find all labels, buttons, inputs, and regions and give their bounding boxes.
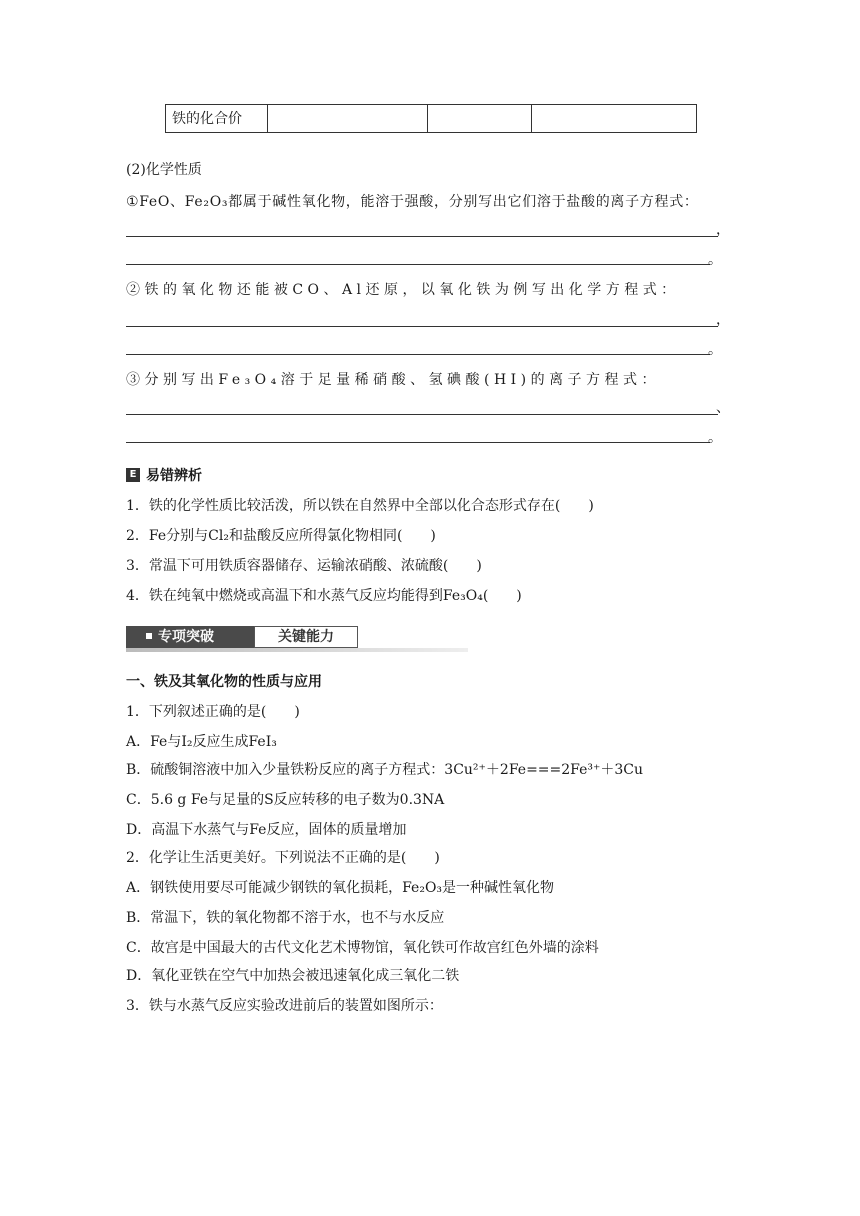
list-item: 4．铁在纯氧中燃烧或高温下和水蒸气反应均能得到Fe₃O₄( ) — [126, 588, 522, 604]
banner-left — [126, 626, 254, 648]
option: D．氧化亚铁在空气中加热会被迅速氧化成三氧化二铁 — [126, 968, 460, 984]
heading-text: 易错辨析 — [146, 468, 202, 484]
option: B．硫酸铜溶液中加入少量铁粉反应的离子方程式：3Cu²⁺＋2Fe===2Fe³⁺＋3Cu — [126, 762, 644, 778]
option: C．故宫是中国最大的古代文化艺术博物馆，氧化铁可作故宫红色外墙的涂料 — [126, 940, 599, 956]
option: A．Fe与I₂反应生成FeI₃ — [126, 734, 277, 750]
row-label: 铁的化合价 — [166, 105, 268, 133]
comma: ， — [716, 312, 730, 328]
answer-line — [126, 354, 710, 355]
banner-right: 关键能力 — [254, 626, 358, 648]
table-cell — [268, 105, 428, 133]
chem-q2: ②铁的氧化物还能被CO、Al还原，以氧化铁为例写出化学方程式： — [126, 282, 680, 298]
list-item: 3．常温下可用铁质容器储存、运输浓硝酸、浓硫酸( ) — [126, 558, 482, 574]
e-badge-icon: E — [126, 468, 140, 482]
answer-line — [126, 326, 718, 327]
dunhao: 、 — [716, 400, 730, 416]
option: D．高温下水蒸气与Fe反应，固体的质量增加 — [126, 822, 407, 838]
period: 。 — [708, 430, 722, 446]
table-row — [166, 105, 697, 133]
banner-left-label: 专项突破 — [158, 629, 214, 645]
valence-table — [165, 104, 697, 133]
option: A．钢铁使用要尽可能减少钢铁的氧化损耗，Fe₂O₃是一种碱性氧化物 — [126, 880, 555, 896]
section-banner — [126, 624, 468, 650]
answer-line — [126, 414, 718, 415]
error-analysis-heading — [126, 465, 202, 485]
section-title: 一、铁及其氧化物的性质与应用 — [126, 674, 322, 690]
question-stem: 2．化学让生活更美好。下列说法不正确的是( ) — [126, 850, 440, 866]
answer-line — [126, 442, 710, 443]
question-stem: 3．铁与水蒸气反应实验改进前后的装置如图所示： — [126, 998, 443, 1014]
chem-q3: ③分别写出Fe₃O₄溶于足量稀硝酸、氢碘酸(HI)的离子方程式： — [126, 372, 660, 388]
option: C．5.6 g Fe与足量的S反应转移的电子数为0.3NA — [126, 792, 445, 808]
square-icon — [146, 633, 152, 639]
chem-q1: ①FeO、Fe₂O₃都属于碱性氧化物，能溶于强酸，分别写出它们溶于盐酸的离子方程式： — [126, 194, 699, 210]
chem-title: (2)化学性质 — [126, 162, 202, 178]
list-item: 1．铁的化学性质比较活泼，所以铁在自然界中全部以化合态形式存在( ) — [126, 498, 594, 514]
option: B．常温下，铁的氧化物都不溶于水，也不与水反应 — [126, 910, 445, 926]
comma: ， — [716, 222, 730, 238]
table-cell — [532, 105, 697, 133]
banner-shadow — [126, 648, 468, 652]
answer-line — [126, 236, 718, 237]
answer-line — [126, 264, 710, 265]
period: 。 — [708, 342, 722, 358]
list-item: 2．Fe分别与Cl₂和盐酸反应所得氯化物相同( ) — [126, 528, 436, 544]
question-stem: 1．下列叙述正确的是( ) — [126, 704, 300, 720]
period: 。 — [708, 252, 722, 268]
table-cell — [428, 105, 532, 133]
